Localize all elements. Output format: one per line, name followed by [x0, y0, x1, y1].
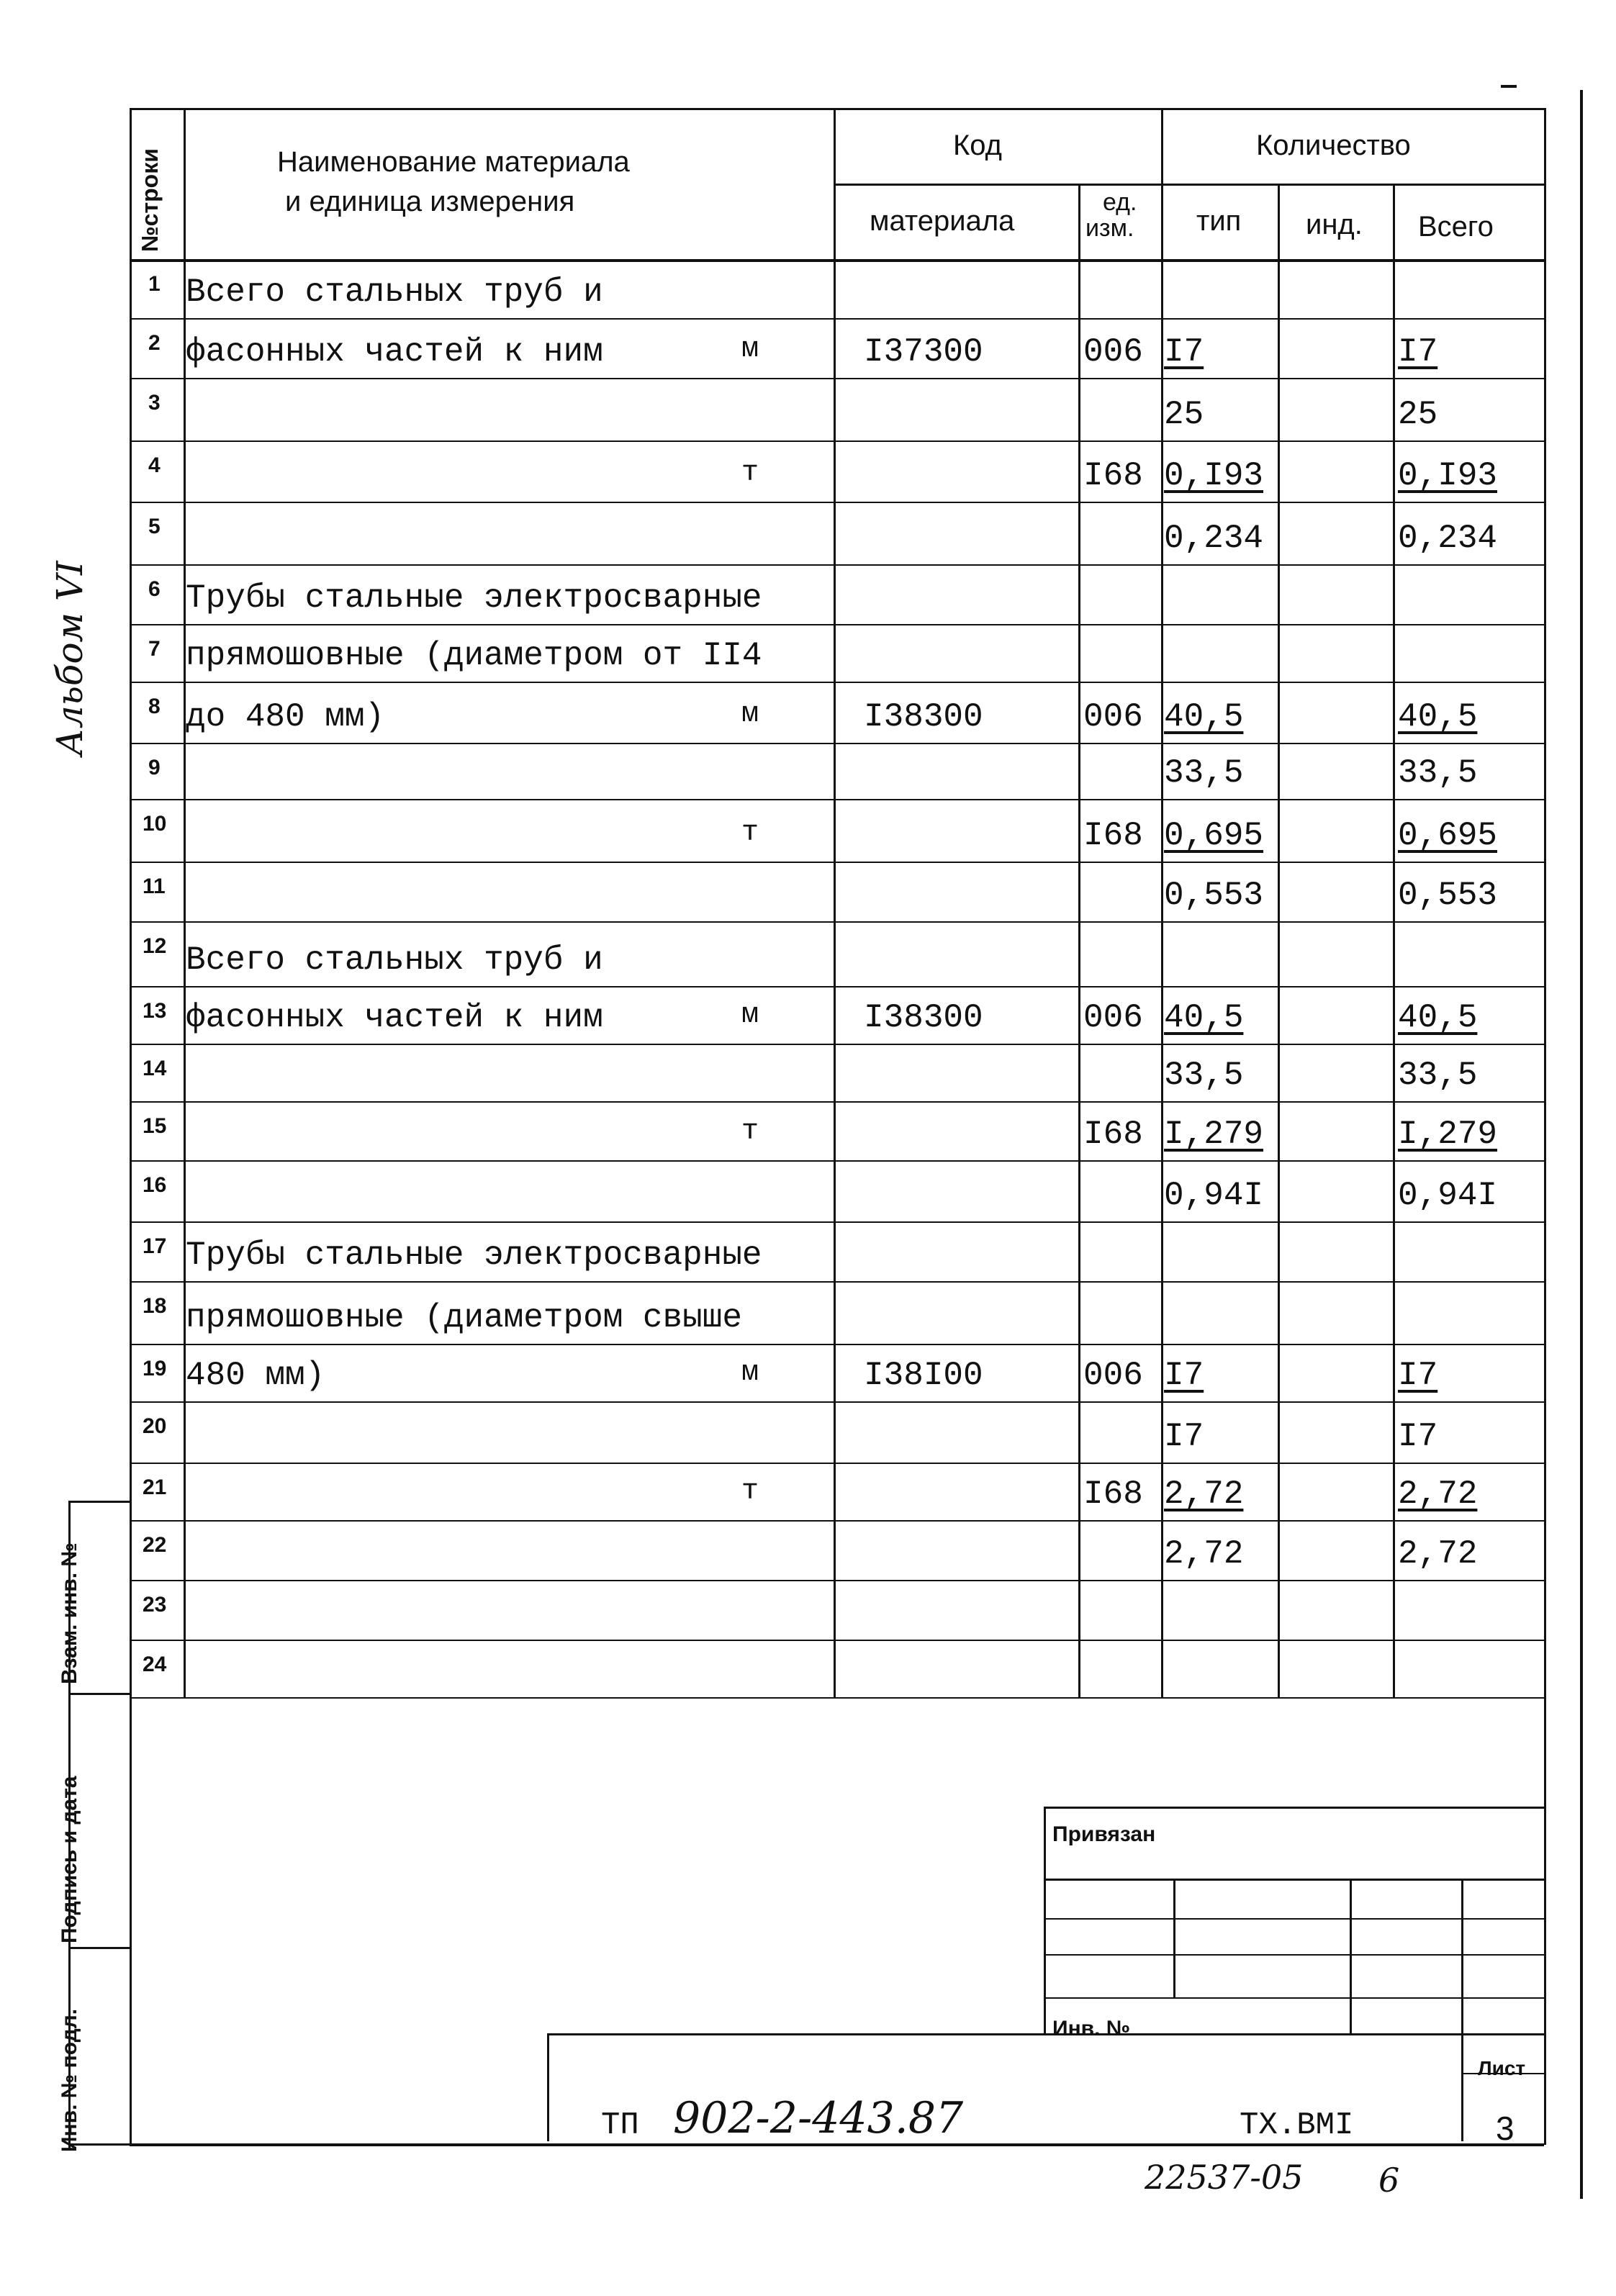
row-line [130, 1640, 1544, 1641]
row-material-code: I37300 [864, 333, 983, 371]
header-name-line2: и единица измерения [285, 186, 575, 217]
row-line [130, 1580, 1544, 1581]
row-number: 1 [148, 272, 161, 296]
row-line [130, 624, 1544, 625]
row-name: 480 мм) [186, 1357, 325, 1394]
row-number: 24 [143, 1653, 167, 1676]
row-qty-total: 2,72 [1398, 1535, 1478, 1573]
stamp-attached: Привязан [1052, 1822, 1156, 1846]
row-number: 22 [143, 1533, 167, 1557]
stamp-doc-code: ТХ.ВМI [1240, 2107, 1354, 2143]
row-name: Всего стальных труб и [186, 941, 603, 979]
stamp-line [1044, 1807, 1544, 1809]
sheet-frame-right [1544, 108, 1546, 2145]
row-line [130, 1520, 1544, 1522]
stamp-line [1044, 1997, 1544, 1999]
row-qty-total: 0,553 [1398, 877, 1498, 914]
row-qty-type: 2,72 [1164, 1535, 1244, 1573]
row-qty-type: 25 [1164, 396, 1204, 433]
row-line [130, 1044, 1544, 1045]
strip-div-1 [68, 1693, 132, 1695]
row-number: 10 [143, 812, 167, 836]
row-number: 17 [143, 1234, 167, 1258]
row-qty-total: 40,5 [1398, 698, 1478, 736]
stamp-col [1461, 1879, 1463, 2141]
column-line [184, 108, 186, 1697]
row-qty-type: I7 [1164, 333, 1204, 371]
row-unit: м [741, 999, 759, 1031]
row-number: 5 [148, 515, 161, 538]
row-qty-type: I7 [1164, 1357, 1204, 1394]
header-ind: инд. [1306, 209, 1363, 240]
row-number: 3 [148, 391, 161, 415]
header-material: материала [870, 205, 1015, 237]
row-unit-code: 006 [1083, 698, 1143, 736]
row-line [130, 1697, 1544, 1699]
row-line [130, 440, 1544, 442]
stamp-tp-prefix: ТП [601, 2107, 639, 2143]
row-qty-type: 0,695 [1164, 817, 1264, 854]
row-qty-total: I7 [1398, 1418, 1438, 1455]
row-qty-type: I7 [1164, 1418, 1204, 1455]
row-number: 20 [143, 1414, 167, 1438]
side-label-vzam: Взам. инв. № [58, 1542, 81, 1684]
column-line [1393, 184, 1395, 1697]
row-number: 12 [143, 934, 167, 958]
row-unit: т [741, 1475, 759, 1508]
row-line [130, 1281, 1544, 1283]
row-line [130, 1463, 1544, 1464]
header-type: тип [1196, 205, 1242, 237]
row-qty-type: 40,5 [1164, 698, 1244, 736]
footer-code: 22537-05 [1145, 2158, 1304, 2197]
sheet-frame-left [130, 108, 132, 2145]
row-line [130, 1101, 1544, 1103]
row-number: 6 [148, 577, 161, 601]
row-unit-code: I68 [1083, 457, 1143, 494]
row-number: 8 [148, 695, 161, 718]
header-total: Всего [1418, 211, 1494, 243]
row-number: 11 [143, 874, 166, 898]
header-unit-line2: изм. [1085, 214, 1134, 242]
row-name: Трубы стальные электросварные [186, 1237, 762, 1274]
row-line [130, 862, 1544, 863]
row-qty-total: I,279 [1398, 1116, 1498, 1153]
row-qty-total: 0,234 [1398, 520, 1498, 557]
row-number: 16 [143, 1173, 167, 1197]
row-number: 7 [148, 637, 161, 661]
column-line [1278, 184, 1280, 1697]
row-qty-total: 33,5 [1398, 754, 1478, 792]
row-qty-type: 0,553 [1164, 877, 1264, 914]
row-number: 2 [148, 331, 161, 355]
row-unit: т [741, 1116, 759, 1148]
row-line [130, 1160, 1544, 1162]
row-line [130, 986, 1544, 987]
strip-top [68, 1501, 132, 1503]
row-number: 4 [148, 453, 161, 477]
strip-div-2 [68, 1947, 132, 1949]
row-line [130, 921, 1544, 923]
stamp-inv-no: Инв. № [1052, 2017, 1131, 2040]
row-number: 23 [143, 1593, 167, 1617]
row-line [130, 564, 1544, 566]
row-number: 9 [148, 756, 161, 779]
stamp-line [1044, 1918, 1544, 1920]
row-qty-total: 0,94I [1398, 1177, 1498, 1214]
row-unit-code: 006 [1083, 1357, 1143, 1394]
row-number: 18 [143, 1294, 167, 1318]
row-unit: м [741, 333, 759, 366]
side-label-sign: Подпись и дата [58, 1776, 81, 1943]
row-unit-code: I68 [1083, 1475, 1143, 1513]
row-qty-type: 0,234 [1164, 520, 1264, 557]
row-qty-type: 40,5 [1164, 999, 1244, 1036]
column-line [834, 108, 836, 1697]
row-name: фасонных частей к ним [186, 333, 603, 371]
stamp-line [1044, 1954, 1544, 1956]
row-qty-type: 0,94I [1164, 1177, 1264, 1214]
stamp-sheet-label: Лист [1478, 2057, 1526, 2079]
row-line [130, 1344, 1544, 1345]
row-number: 19 [143, 1357, 167, 1380]
row-number: 21 [143, 1475, 167, 1499]
row-number: 14 [143, 1057, 167, 1080]
row-number: 15 [143, 1114, 167, 1138]
row-qty-total: 25 [1398, 396, 1438, 433]
row-unit: м [741, 698, 759, 731]
sheet-frame-bottom [130, 2143, 1544, 2146]
row-line [130, 799, 1544, 800]
row-qty-total: 33,5 [1398, 1057, 1478, 1094]
stamp-line [1044, 1879, 1544, 1881]
album-label: Альбом VI [49, 561, 91, 756]
row-name: прямошовные (диаметром свыше [186, 1299, 742, 1337]
row-material-code: I38I00 [864, 1357, 983, 1394]
row-qty-total: 40,5 [1398, 999, 1478, 1036]
row-qty-total: I7 [1398, 1357, 1438, 1394]
row-qty-type: 0,I93 [1164, 457, 1264, 494]
row-qty-type: I,279 [1164, 1116, 1264, 1153]
side-label-inv: Инв. № подл. [58, 2008, 81, 2152]
row-name: прямошовные (диаметром от II4 [186, 637, 762, 674]
stamp-col [1044, 1807, 1046, 2033]
row-name: фасонных частей к ним [186, 999, 603, 1036]
row-material-code: I38300 [864, 999, 983, 1036]
row-unit-code: 006 [1083, 333, 1143, 371]
header-bottom-line [130, 259, 1544, 262]
header-quantity: Количество [1256, 130, 1411, 161]
stamp-sheet-number: 3 [1496, 2110, 1515, 2147]
sheet-edge-right [1580, 90, 1583, 2199]
column-line [1161, 108, 1163, 1697]
row-number: 13 [143, 999, 167, 1023]
row-unit-code: I68 [1083, 1116, 1143, 1153]
row-qty-total: 0,I93 [1398, 457, 1498, 494]
row-qty-total: I7 [1398, 333, 1438, 371]
row-unit: т [741, 457, 759, 489]
header-top-line [130, 108, 1544, 110]
row-qty-type: 33,5 [1164, 754, 1244, 792]
stamp-line [547, 2033, 1544, 2035]
row-line [130, 682, 1544, 683]
stamp-col [547, 2033, 549, 2141]
row-line [130, 743, 1544, 744]
row-line [130, 378, 1544, 379]
header-name-line1: Наименование материала [277, 146, 630, 178]
row-line [130, 318, 1544, 320]
row-unit: м [741, 1357, 759, 1389]
stamp-tp-number: 902-2-443.87 [673, 2093, 964, 2143]
stamp-col [1350, 1879, 1352, 2033]
row-line [130, 1221, 1544, 1223]
row-unit-code: I68 [1083, 817, 1143, 854]
row-unit: т [741, 817, 759, 849]
row-qty-type: 2,72 [1164, 1475, 1244, 1513]
row-qty-type: 33,5 [1164, 1057, 1244, 1094]
stamp-col [1173, 1879, 1175, 1997]
header-mid-line [834, 184, 1544, 186]
row-name: до 480 мм) [186, 698, 385, 736]
corner-mark [1501, 85, 1517, 88]
row-qty-total: 0,695 [1398, 817, 1498, 854]
footer-copy: 6 [1378, 2161, 1400, 2200]
row-line [130, 502, 1544, 503]
row-name: Трубы стальные электросварные [186, 579, 762, 617]
row-name: Всего стальных труб и [186, 274, 603, 311]
header-code: Код [953, 130, 1003, 161]
header-unit-line1: ед. [1103, 189, 1137, 216]
row-qty-total: 2,72 [1398, 1475, 1478, 1513]
row-material-code: I38300 [864, 698, 983, 736]
header-row-no: №строки [137, 148, 163, 252]
row-line [130, 1401, 1544, 1403]
column-line [1078, 184, 1080, 1697]
row-unit-code: 006 [1083, 999, 1143, 1036]
